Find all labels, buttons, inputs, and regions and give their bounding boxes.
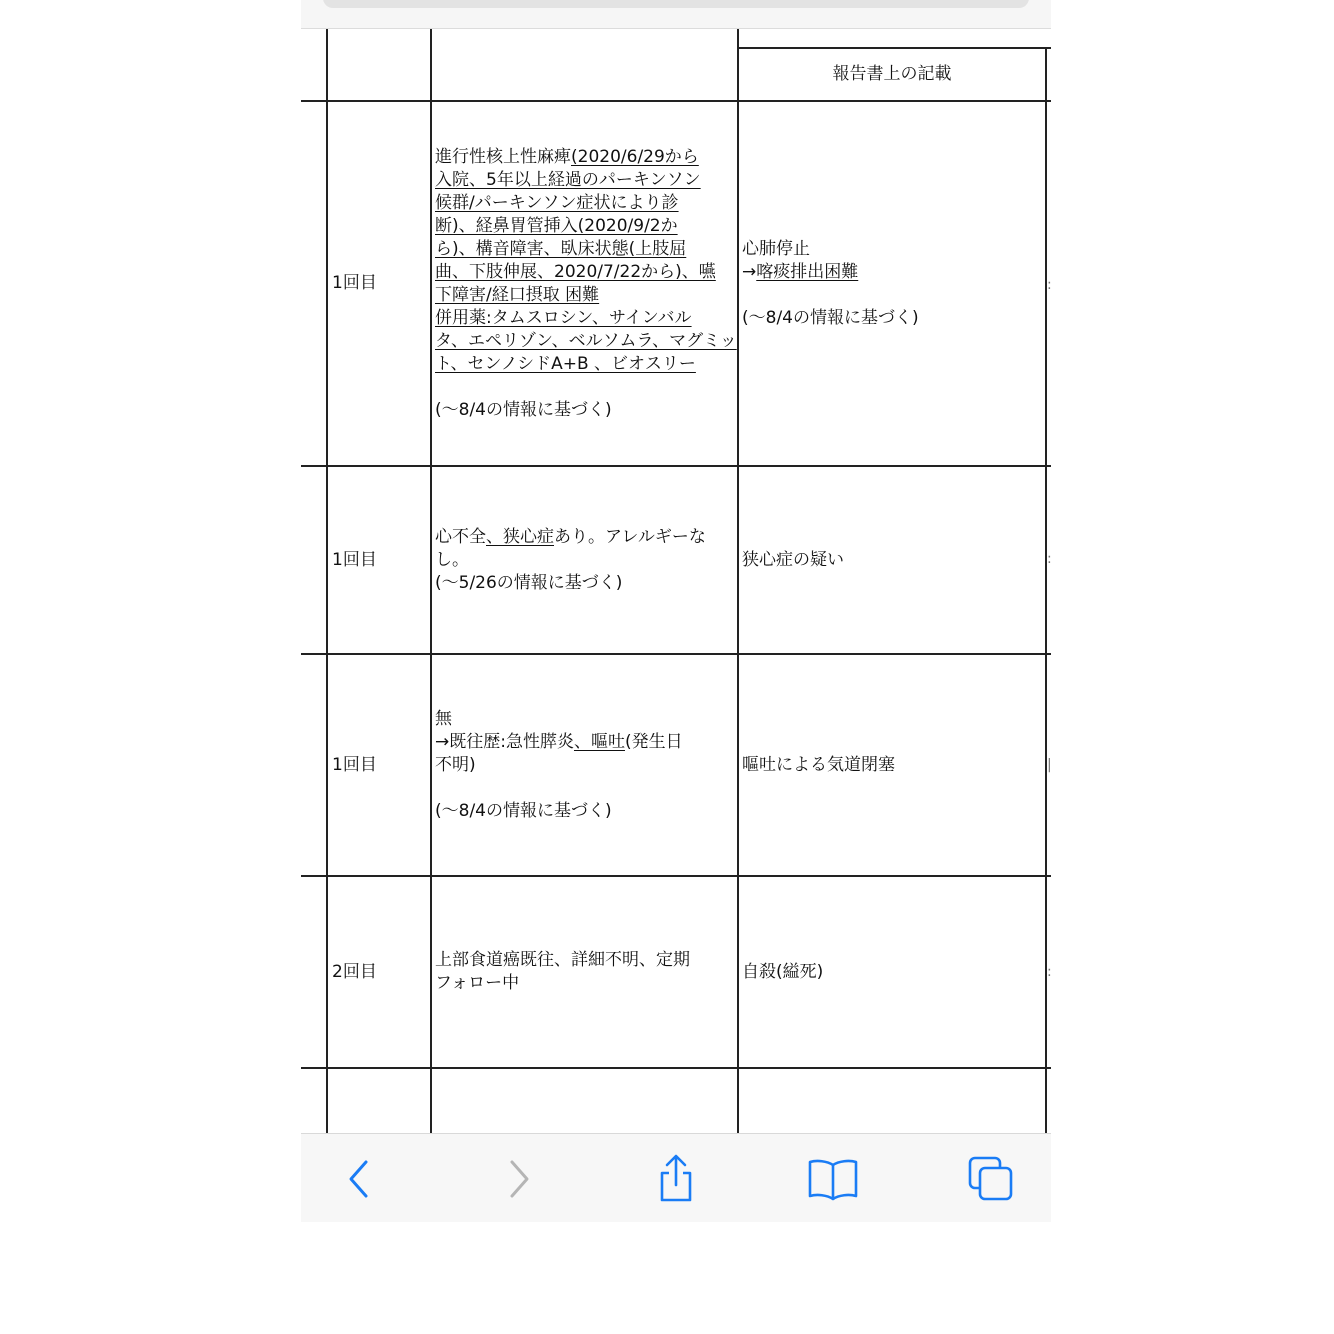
table-row-3-report xyxy=(739,655,1045,875)
book-icon xyxy=(807,1157,859,1201)
history-text xyxy=(435,146,737,422)
share-button[interactable] xyxy=(651,1154,701,1204)
grid-line xyxy=(326,29,328,1133)
report-text xyxy=(742,754,895,777)
dose-label: 2回目 xyxy=(332,961,377,982)
report-text xyxy=(742,238,919,330)
underlined-text: (2020/6/29から 入院、5年以上経過のパーキンソン 候群/パーキンソン症状により診 断)、経鼻胃管挿入(2020/9/2か ら)、構音障害、臥床状態(上肢屈 曲、下肢伸展、2020/7/22から)、嚥 下障害/経口摂取 困難 併用薬:タムスロシン、サインバル タ、エペリゾン、ベルソムラ、マグミッ ト、センノシドA+B 、ビオスリー xyxy=(435,146,737,374)
table-row-4-dose xyxy=(329,877,429,1067)
table-row-3-dose xyxy=(329,655,429,875)
tabs-icon xyxy=(967,1155,1015,1203)
table-row-1-report xyxy=(739,102,1045,465)
back-button[interactable] xyxy=(334,1154,384,1204)
clipped-column-fragment: : xyxy=(1047,277,1052,293)
report-text xyxy=(742,549,844,572)
text-segment: 自殺(縊死) xyxy=(742,961,824,982)
share-icon xyxy=(654,1154,698,1204)
address-bar[interactable] xyxy=(323,0,1029,8)
underlined-text: 、嘔吐 xyxy=(573,731,625,752)
bookmarks-button[interactable] xyxy=(808,1154,858,1204)
table-row-3-history xyxy=(432,655,737,875)
history-text xyxy=(435,708,683,823)
tabs-button[interactable] xyxy=(966,1154,1016,1204)
mobile-browser-screen xyxy=(301,0,1051,1221)
text-segment: (〜8/4の情報に基づく) xyxy=(742,307,919,328)
underlined-text: 、狭心症 xyxy=(486,526,554,547)
table-row-4-report xyxy=(739,877,1045,1067)
table-row-1-dose xyxy=(329,102,429,465)
text-segment: 嘔吐による気道閉塞 xyxy=(742,754,895,775)
table-row-1-history xyxy=(432,102,737,465)
header-report-column xyxy=(739,49,1045,100)
text-segment: 狭心症の疑い xyxy=(742,549,844,570)
text-segment: 進行性核上性麻痺 xyxy=(435,146,571,167)
table-row-4-history xyxy=(432,877,737,1067)
text-segment: (発生日 不明) (〜8/4の情報に基づく) xyxy=(435,731,683,821)
text-segment: 上部食道癌既往、詳細不明、定期 フォロー中 xyxy=(435,950,690,993)
text-segment: 心不全 xyxy=(435,526,486,547)
back-icon xyxy=(344,1159,374,1199)
text-segment: 心肺停止 → xyxy=(742,238,810,282)
report-text xyxy=(742,961,823,984)
text-segment: (〜8/4の情報に基づく) xyxy=(435,399,612,420)
underlined-text: 喀痰排出困難 xyxy=(756,261,859,282)
clipped-column-fragment: | xyxy=(1047,757,1052,773)
dose-label: 1回目 xyxy=(332,754,377,775)
history-text xyxy=(435,526,706,595)
dose-label: 1回目 xyxy=(332,549,377,570)
document-table xyxy=(301,29,1051,1133)
text-segment: 無 →既往歴:急性膵炎 xyxy=(435,708,574,752)
history-text xyxy=(435,949,690,995)
dose-label: 1回目 xyxy=(332,273,377,293)
address-bar-area xyxy=(301,0,1051,29)
grid-line xyxy=(301,1067,1051,1069)
table-row-2-history xyxy=(432,467,737,653)
clipped-column-fragment: : xyxy=(1047,551,1052,567)
header-report-label: 報告書上の記載 xyxy=(832,64,952,84)
table-row-2-report xyxy=(739,467,1045,653)
clipped-column-fragment: : xyxy=(1047,964,1052,980)
forward-button[interactable] xyxy=(494,1154,544,1204)
browser-toolbar xyxy=(301,1133,1051,1222)
forward-icon xyxy=(504,1159,534,1199)
text-segment: あり。アレルギーな し。 (〜5/26の情報に基づく) xyxy=(435,526,706,593)
table-row-2-dose xyxy=(329,467,429,653)
